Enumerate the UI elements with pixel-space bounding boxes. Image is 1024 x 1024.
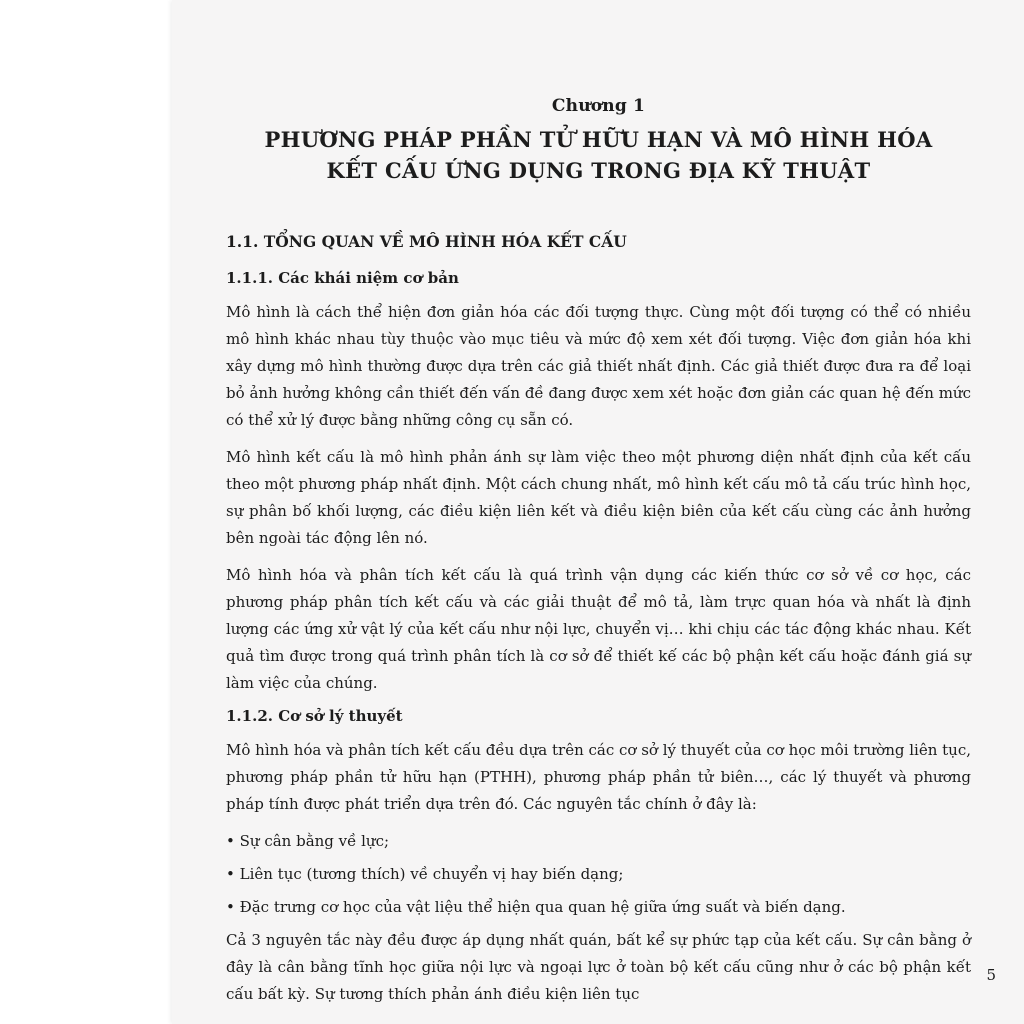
chapter-label: Chương 1 xyxy=(551,96,646,116)
bullet-item: • Đặc trưng cơ học của vật liệu thể hiện qua quan hệ giữa ứng suất và biến dạng. xyxy=(226,898,846,916)
bullet-item: • Liên tục (tương thích) về chuyển vị hay biến dạng; xyxy=(226,865,624,883)
background-left xyxy=(0,0,172,1024)
section-heading-1-1-2: 1.1.2. Cơ sở lý thuyết xyxy=(226,707,403,725)
section-heading-1-1: 1.1. TỔNG QUAN VỀ MÔ HÌNH HÓA KẾT CẤU xyxy=(226,232,627,251)
page-number: 5 xyxy=(986,966,996,984)
book-page xyxy=(172,0,1024,1024)
paragraph: Mô hình hóa và phân tích kết cấu là quá trình vận dụng các kiến thức cơ sở về cơ học, các phương pháp phân tích kết cấu và các giải thuật để mô tả, làm trực quan hóa và nhất là định lượng các ứng xử vật lý của kết cấu như nội lực, chuyển vị… khi chịu các tác động khác nhau. Kết quả tìm được trong quá trình phân tích là cơ sở để thiết kế các bộ phận kết cấu hoặc đánh giá sự làm việc của chúng. xyxy=(226,566,971,692)
paragraph: Mô hình là cách thể hiện đơn giản hóa các đối tượng thực. Cùng một đối tượng có thể có nhiều mô hình khác nhau tùy thuộc vào mục tiêu và mức độ xem xét đối tượng. Việc đơn giản hóa khi xây dựng mô hình thường được dựa trên các giả thiết nhất định. Các giả thiết được đưa ra để loại bỏ ảnh hưởng không cần thiết đến vấn đề đang được xem xét hoặc đơn giản các quan hệ đến mức có thể xử lý được bằng những công cụ sẵn có. xyxy=(226,303,971,429)
chapter-title-line-2: KẾT CẤU ỨNG DỤNG TRONG ĐỊA KỸ THUẬT xyxy=(326,158,871,183)
chapter-title-line-1: PHƯƠNG PHÁP PHẦN TỬ HỮU HẠN VÀ MÔ HÌNH HÓA xyxy=(264,127,933,152)
page-content xyxy=(226,96,971,1018)
section-1-1-2 xyxy=(226,707,971,1008)
paragraph: Mô hình hóa và phân tích kết cấu đều dựa trên các cơ sở lý thuyết của cơ học môi trường liên tục, phương pháp phần tử hữu hạn (PTHH), phương pháp phần tử biên…, các lý thuyết và phương pháp tính được phát triển dựa trên đó. Các nguyên tắc chính ở đây là: xyxy=(226,741,971,813)
section-heading-1-1-1: 1.1.1. Các khái niệm cơ bản xyxy=(226,269,459,287)
bullet-item: • Sự cân bằng về lực; xyxy=(226,832,390,850)
paragraph: Cả 3 nguyên tắc này đều được áp dụng nhất quán, bất kể sự phức tạp của kết cấu. Sự cân bằng ở đây là cân bằng tĩnh học giữa nội lực và ngoại lực ở toàn bộ kết cấu cũng như ở các bộ phận kết cấu bất kỳ. Sự tương thích phản ánh điều kiện liên tục xyxy=(226,931,971,1003)
paragraph: Mô hình kết cấu là mô hình phản ánh sự làm việc theo một phương diện nhất định của kết cấu theo một phương pháp nhất định. Một cách chung nhất, mô hình kết cấu mô tả cấu trúc hình học, sự phân bố khối lượng, các điều kiện liên kết và điều kiện biên của kết cấu cùng các ảnh hưởng bên ngoài tác động lên nó. xyxy=(226,448,971,547)
chapter-title xyxy=(226,124,971,186)
